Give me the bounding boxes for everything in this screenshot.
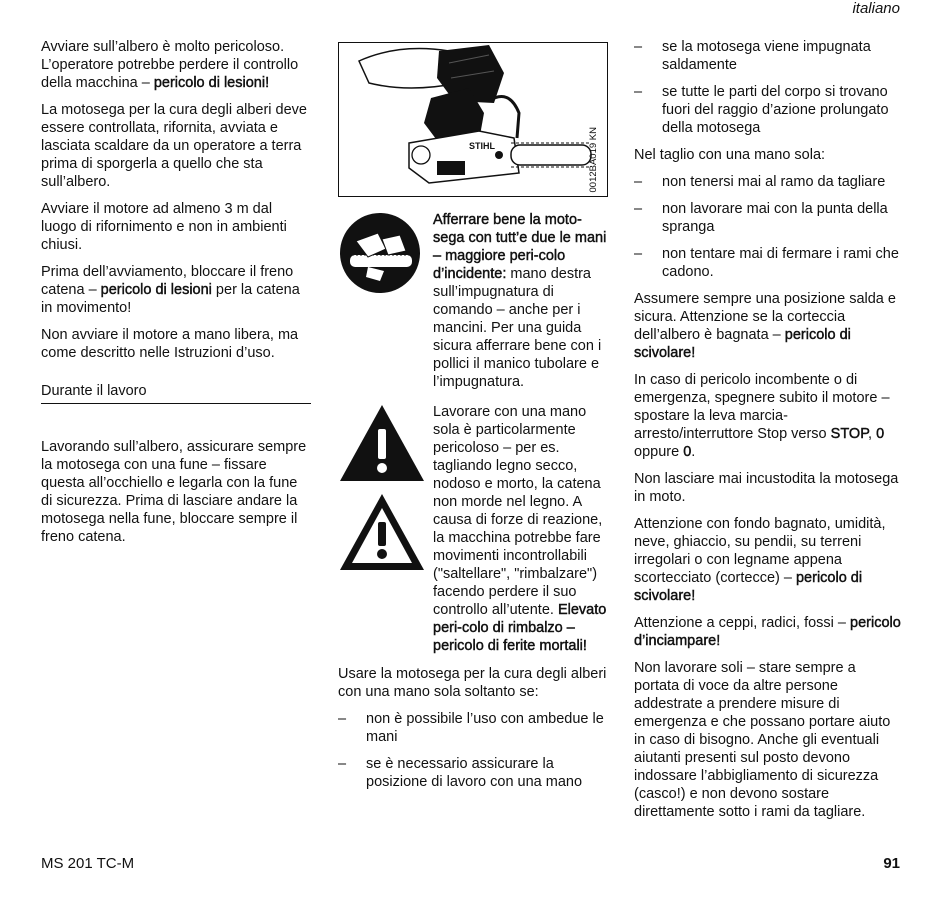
paragraph-unattended: Non lasciare mai incustodita la motosega in moto. — [634, 471, 899, 505]
paragraph-start-distance: Avviare il motore ad almeno 3 m dal luogo di rifornimento e non in ambienti chiusi. — [41, 201, 287, 253]
one-hand-cut-intro: Nel taglio con una mano sola: — [634, 147, 826, 163]
paragraph-no-freehand: Non avviare il motore a mano libera, ma come descritto nelle Istruzioni d’uso. — [41, 327, 299, 361]
language-label: italiano — [852, 0, 900, 17]
saw-brand-label: STIHL — [469, 141, 495, 151]
paragraph-rope: Lavorando sull’albero, assicurare sempre la motosega con una fune – fissare questa all’occhiello e legarla con la fune di sicurezza. Prima di lasciare andare la motosega nella fune, bloccare sempre il freno catena. — [41, 439, 307, 545]
one-hand-warning — [338, 403, 608, 655]
warning-triangle-filled-icon — [338, 403, 426, 483]
paragraph-not-alone: Non lavorare soli – stare sempre a portata di voce da altre persone addestrate a prendere misure di emergenza e che possano portare aiuto in caso di bisogno. Anche gli eventuali aiutanti presenti sul posto devono indossare l’abbigliamento di sicurezza (casco!) e non devono sostare direttamente sotto i rami da tagliare. — [634, 660, 891, 820]
list-item: – se la motosega viene impugnata saldamente — [634, 39, 871, 73]
stop-label: STOP — [830, 426, 869, 442]
paragraph-ground-prep: La motosega per la cura degli alberi deve essere controllata, rifornita, avviata e lasciata scaldare da un operatore a terra prima di sporgerla a quello che sta sull’albero. — [41, 102, 307, 190]
paragraph-emergency: In caso di pericolo incombente o di emergenza, spegnere subito il motore – spostare la leva marcia-arresto/interruttore Stop verso STOP, 0 oppure 0. — [634, 372, 890, 460]
list-item: – non è possibile l’uso con ambedue le mani — [338, 711, 604, 745]
list-item: – non tentare mai di fermare i rami che cadono. — [634, 246, 899, 280]
list-item: – non lavorare mai con la punta della spranga — [634, 201, 888, 235]
two-hands-warning — [338, 211, 608, 391]
one-hand-intro: Usare la motosega per la cura degli alberi con una mano sola soltanto se: — [338, 666, 607, 700]
paragraph-slippery: Attenzione con fondo bagnato, umidità, neve, ghiaccio, su pendii, su terreni irregolari o con legname appena scortecciato (cortecce) – pericolo di scivolare! — [634, 516, 886, 604]
warning-body: Lavorare con una mano sola è particolarmente pericoloso – per es. tagliando legno secco, nodoso e morto, la catena non morde nel legno. A causa di forze di reazione, la macchina potrebbe fare movimenti incontrollabili ("saltellare", "rimbalzare") facendo perdere il suo controllo all’utente. — [433, 404, 603, 618]
chainsaw-hands-drawing — [339, 43, 606, 195]
danger-text: pericolo di scivolare! — [634, 570, 863, 604]
column-right — [634, 38, 904, 830]
list-item: – se tutte le parti del corpo si trovano fuori del raggio d’azione prolungato della motosega — [634, 84, 889, 136]
warning-triangle-outline-icon — [338, 492, 426, 572]
figure-code: 0012BA019 KN — [588, 126, 599, 192]
paragraph-stance: Assumere sempre una posizione salda e sicura. Attenzione se la corteccia dell’albero è bagnata – pericolo di scivolare! — [634, 291, 896, 361]
list-item: – se è necessario assicurare la posizione di lavoro con una mano — [338, 756, 583, 790]
danger-text: pericolo d’inciampare! — [634, 615, 901, 649]
paragraph-chain-brake: Prima dell’avviamento, bloccare il freno catena – pericolo di lesioni per la catena in movimento! — [41, 264, 300, 316]
zero-label: 0 — [876, 426, 885, 442]
paragraph-tree-start: Avviare sull’albero è molto pericoloso. L’operatore potrebbe perdere il controllo della macchina – pericolo di lesioni! — [41, 39, 299, 91]
zero-symbol: 0 — [683, 444, 692, 460]
warning-heading: Afferrare bene la moto-sega con tutt’e due le mani – maggiore peri-colo d’incidente: — [433, 212, 607, 282]
paragraph-trip: Attenzione a ceppi, radici, fossi – pericolo d’inciampare! — [634, 615, 901, 649]
danger-text: pericolo di lesioni! — [153, 75, 270, 91]
section-heading: Durante il lavoro — [41, 382, 311, 404]
list-item: – non tenersi mai al ramo da tagliare — [634, 174, 886, 190]
column-middle — [338, 42, 608, 800]
chainsaw-illustration — [338, 42, 608, 197]
page-number: 91 — [883, 855, 900, 872]
two-hands-grip-icon — [338, 211, 423, 296]
warning-body: mano destra sull’impugnatura di comando – anche per i mancini. Per una guida sicura afferrare bene con i pollici il manico tubolare e l’impugnatura. — [433, 266, 602, 390]
model-label: MS 201 TC-M — [41, 855, 135, 872]
column-left — [41, 38, 311, 555]
danger-text: pericolo di lesioni — [100, 282, 212, 298]
warning-danger: Elevato peri-colo di rimbalzo – pericolo di ferite mortali! — [433, 602, 607, 654]
danger-text: pericolo di scivolare! — [634, 327, 851, 361]
